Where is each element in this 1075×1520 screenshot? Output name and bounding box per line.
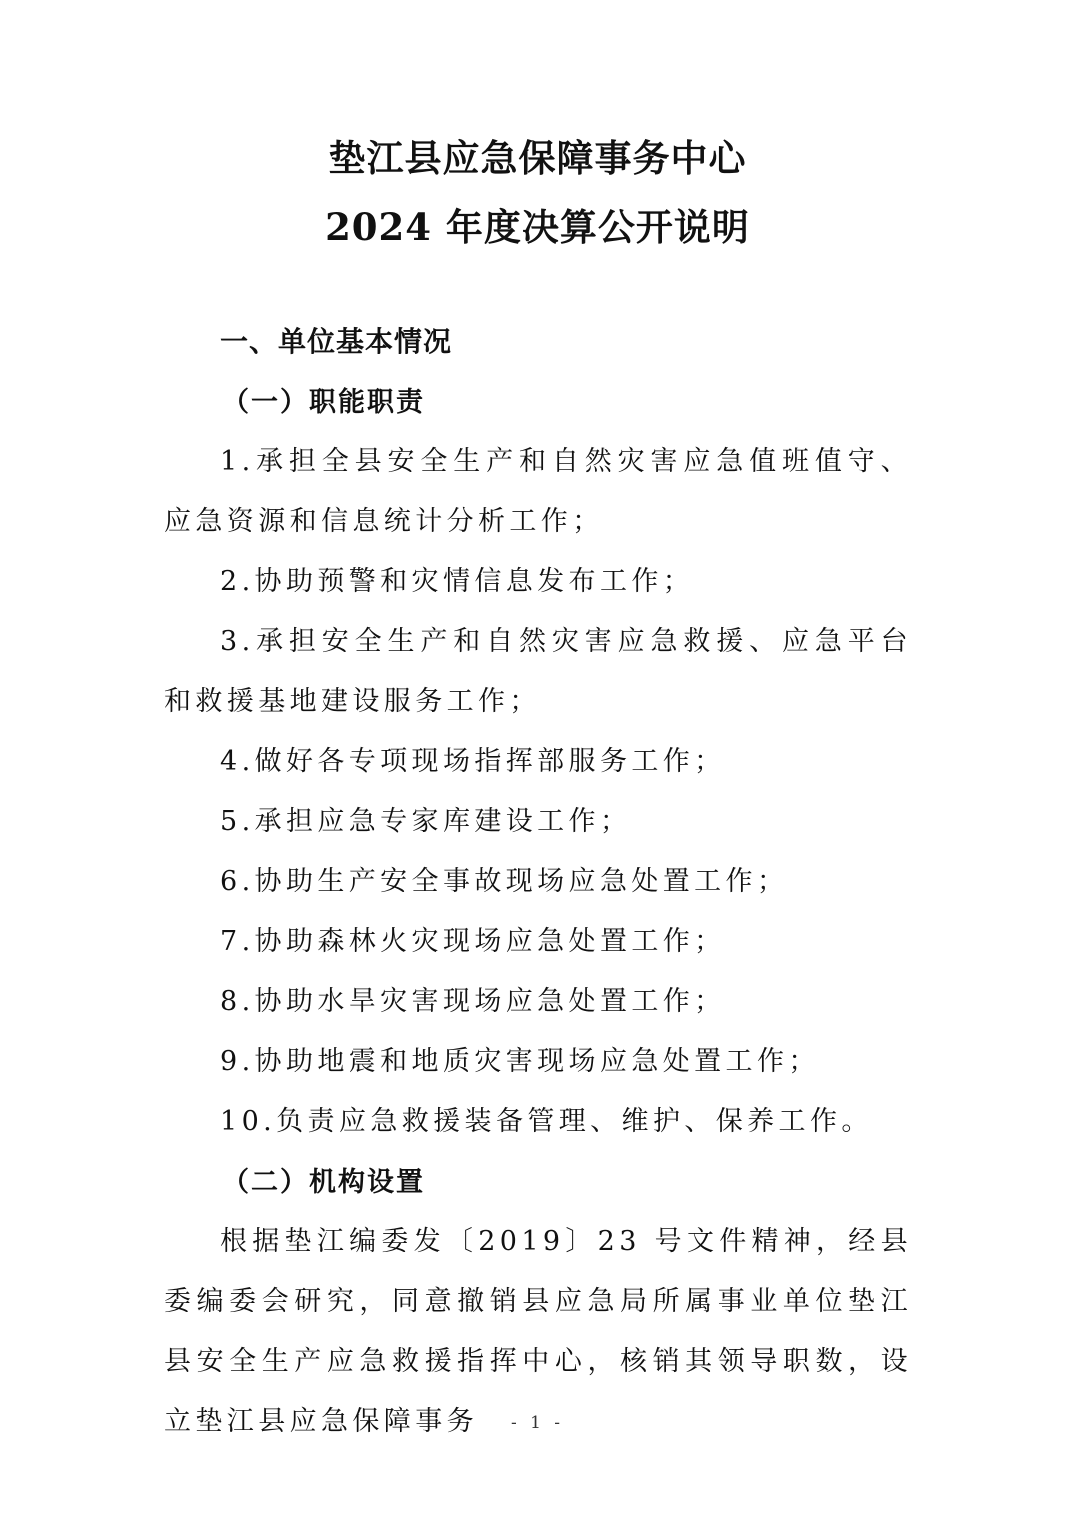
document-title-line-2: 2024 年度决算公开说明	[325, 205, 750, 249]
duty-item-10: 10.负责应急救援装备管理、维护、保养工作。	[220, 1106, 873, 1137]
duty-item-9: 9.协助地震和地质灾害现场应急处置工作；	[220, 1046, 820, 1077]
document-title-line-1: 垫江县应急保障事务中心	[328, 136, 747, 180]
duty-item-2: 2.协助预警和灾情信息发布工作；	[220, 566, 695, 597]
duty-item-5: 5.承担应急专家库建设工作；	[220, 806, 632, 837]
duty-item-8: 8.协助水旱灾害现场应急处置工作；	[220, 986, 726, 1017]
document-body	[164, 312, 912, 1452]
duty-item-6: 6.协助生产安全事故现场应急处置工作；	[220, 866, 789, 897]
organization-paragraph: 根据垫江编委发〔2019〕23 号文件精神，经县委编委会研究，同意撤销县应急局所属事业单位垫江县安全生产应急救援指挥中心，核销其领导职数，设立垫江县应急保障事务	[164, 1226, 912, 1437]
subsection-heading-duties: （一）职能职责	[222, 386, 425, 418]
duty-item-1: 1.承担全县安全生产和自然灾害应急值班值守、应急资源和信息统计分析工作；	[164, 446, 912, 537]
duty-item-7: 7.协助森林火灾现场应急处置工作；	[220, 926, 726, 957]
page-number: - 1 -	[510, 1413, 565, 1433]
section-heading-basic-info: 一、单位基本情况	[220, 325, 453, 358]
duty-item-3: 3.承担安全生产和自然灾害应急救援、应急平台和救援基地建设服务工作；	[164, 626, 912, 717]
duty-item-4: 4.做好各专项现场指挥部服务工作；	[220, 746, 726, 777]
subsection-heading-organization: （二）机构设置	[222, 1166, 425, 1198]
